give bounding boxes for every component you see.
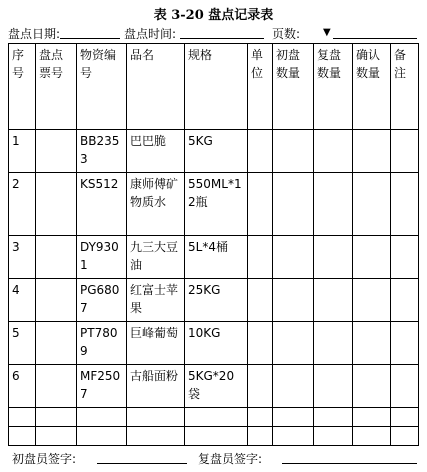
cell-ticket	[36, 427, 77, 446]
inventory-record-table	[8, 43, 419, 446]
cell-seq: 3	[9, 236, 36, 279]
table-row	[9, 130, 419, 173]
cell-unit	[248, 130, 273, 173]
cell-name	[127, 408, 185, 427]
cell-confirm-count	[353, 279, 391, 322]
cell-seq	[9, 427, 36, 446]
header-confirm-count: 确认数量	[353, 44, 391, 130]
cell-note	[391, 427, 419, 446]
cell-note	[391, 130, 419, 173]
header-unit: 单位	[248, 44, 273, 130]
table-row	[9, 408, 419, 427]
cell-note	[391, 279, 419, 322]
cell-code: KS512	[77, 173, 127, 236]
cell-unit	[248, 173, 273, 236]
first-signer-label: 初盘员签字:	[12, 452, 77, 466]
cell-confirm-count	[353, 427, 391, 446]
cell-name: 康师傅矿物质水	[127, 173, 185, 236]
cell-seq	[9, 408, 36, 427]
cell-unit	[248, 322, 273, 365]
cell-second-count	[314, 173, 353, 236]
cell-ticket	[36, 173, 77, 236]
cell-code: MF2507	[77, 365, 127, 408]
cell-first-count	[273, 408, 314, 427]
pages-marker: ▼	[323, 27, 331, 38]
cell-unit	[248, 365, 273, 408]
first-signer-line	[97, 463, 187, 464]
cell-second-count	[314, 279, 353, 322]
cell-name: 九三大豆油	[127, 236, 185, 279]
document-title: 表 3-20 盘点记录表	[153, 8, 274, 23]
cell-unit	[248, 427, 273, 446]
cell-first-count	[273, 427, 314, 446]
cell-second-count	[314, 130, 353, 173]
cell-seq: 5	[9, 322, 36, 365]
table-header-row	[9, 44, 419, 130]
cell-unit	[248, 408, 273, 427]
table-row	[9, 236, 419, 279]
cell-note	[391, 408, 419, 427]
pages-fill-line	[333, 38, 417, 39]
cell-first-count	[273, 279, 314, 322]
date-fill-line	[60, 38, 120, 39]
cell-unit	[248, 236, 273, 279]
table-row	[9, 365, 419, 408]
cell-second-count	[314, 427, 353, 446]
cell-seq: 2	[9, 173, 36, 236]
cell-code	[77, 408, 127, 427]
cell-second-count	[314, 236, 353, 279]
table-row	[9, 279, 419, 322]
table-row	[9, 173, 419, 236]
time-fill-line	[180, 38, 264, 39]
cell-confirm-count	[353, 130, 391, 173]
cell-first-count	[273, 130, 314, 173]
second-signer-line	[282, 463, 417, 464]
cell-name: 古船面粉	[127, 365, 185, 408]
cell-code: PT7809	[77, 322, 127, 365]
cell-second-count	[314, 322, 353, 365]
cell-ticket	[36, 322, 77, 365]
header-spec: 规格	[185, 44, 248, 130]
cell-seq: 6	[9, 365, 36, 408]
cell-code	[77, 427, 127, 446]
date-label: 盘点日期:	[8, 27, 61, 41]
header-seq: 序号	[9, 44, 36, 130]
cell-confirm-count	[353, 173, 391, 236]
cell-spec: 10KG	[185, 322, 248, 365]
cell-second-count	[314, 365, 353, 408]
cell-name	[127, 427, 185, 446]
cell-confirm-count	[353, 365, 391, 408]
cell-seq: 4	[9, 279, 36, 322]
cell-second-count	[314, 408, 353, 427]
header-second-count: 复盘数量	[314, 44, 353, 130]
cell-first-count	[273, 173, 314, 236]
cell-spec	[185, 408, 248, 427]
cell-note	[391, 365, 419, 408]
header-note: 备注	[391, 44, 419, 130]
cell-confirm-count	[353, 322, 391, 365]
cell-note	[391, 173, 419, 236]
table-row	[9, 322, 419, 365]
cell-first-count	[273, 236, 314, 279]
cell-spec	[185, 427, 248, 446]
cell-ticket	[36, 236, 77, 279]
cell-spec: 5L*4桶	[185, 236, 248, 279]
cell-name: 巨峰葡萄	[127, 322, 185, 365]
header-first-count: 初盘数量	[273, 44, 314, 130]
table-row	[9, 427, 419, 446]
cell-ticket	[36, 365, 77, 408]
cell-note	[391, 236, 419, 279]
second-signer-label: 复盘员签字:	[198, 452, 263, 466]
cell-name: 巴巴脆	[127, 130, 185, 173]
cell-first-count	[273, 365, 314, 408]
cell-spec: 5KG*20袋	[185, 365, 248, 408]
cell-ticket	[36, 408, 77, 427]
cell-code: BB2353	[77, 130, 127, 173]
cell-note	[391, 322, 419, 365]
cell-confirm-count	[353, 236, 391, 279]
header-name: 品名	[127, 44, 185, 130]
time-label: 盘点时间:	[124, 27, 177, 41]
cell-code: DY9301	[77, 236, 127, 279]
cell-seq: 1	[9, 130, 36, 173]
cell-name: 红富士苹果	[127, 279, 185, 322]
cell-spec: 550ML*12瓶	[185, 173, 248, 236]
header-ticket: 盘点票号	[36, 44, 77, 130]
cell-code: PG6807	[77, 279, 127, 322]
cell-confirm-count	[353, 408, 391, 427]
cell-ticket	[36, 130, 77, 173]
cell-spec: 5KG	[185, 130, 248, 173]
pages-label: 页数:	[272, 27, 301, 41]
cell-unit	[248, 279, 273, 322]
cell-spec: 25KG	[185, 279, 248, 322]
header-code: 物资编号	[77, 44, 127, 130]
cell-ticket	[36, 279, 77, 322]
cell-first-count	[273, 322, 314, 365]
